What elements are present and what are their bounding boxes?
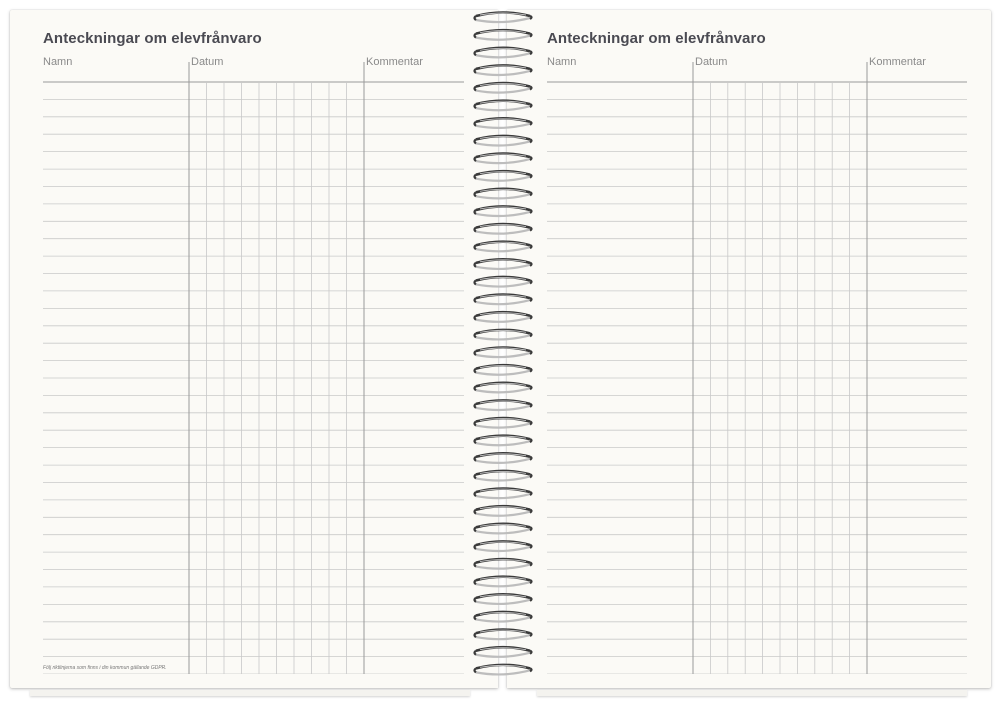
spiral-loop bbox=[475, 471, 532, 481]
wire-hook-left bbox=[475, 545, 477, 549]
wire-hook-left bbox=[475, 651, 477, 655]
spiral-loop bbox=[475, 594, 532, 604]
spiral-loop bbox=[475, 65, 532, 75]
spiral-loop bbox=[475, 506, 532, 516]
page-edge-right bbox=[537, 690, 967, 696]
wire-hook-left bbox=[475, 245, 477, 249]
wire-hook-left bbox=[475, 87, 477, 91]
wire-back bbox=[476, 265, 530, 269]
wire-hook-left bbox=[475, 104, 477, 108]
wire-back bbox=[476, 282, 530, 286]
wire-back bbox=[476, 635, 530, 639]
wire-hook-right bbox=[530, 16, 532, 19]
wire-back bbox=[476, 582, 530, 586]
wire-hook-left bbox=[475, 280, 477, 284]
wire-back bbox=[476, 106, 530, 110]
wire-back bbox=[476, 36, 530, 40]
wire-hook-right bbox=[530, 474, 532, 477]
wire-back bbox=[476, 247, 530, 251]
wire-hook-right bbox=[530, 351, 532, 354]
wire-hook-right bbox=[530, 439, 532, 442]
spiral-loop bbox=[475, 612, 532, 622]
wire-back bbox=[476, 494, 530, 498]
spiral-coils bbox=[470, 8, 536, 692]
wire-back bbox=[476, 600, 530, 604]
column-header-name: Namn bbox=[547, 56, 577, 68]
wire-hook-right bbox=[530, 563, 532, 566]
wire-hook-left bbox=[475, 422, 477, 426]
column-header-name: Namn bbox=[43, 56, 73, 68]
wire-hook-left bbox=[475, 298, 477, 302]
wire-hook-right bbox=[530, 34, 532, 37]
spiral-loop bbox=[475, 330, 532, 340]
wire-hook-right bbox=[530, 69, 532, 72]
wire-hook-right bbox=[530, 598, 532, 601]
page-title: Anteckningar om elevfrånvaro bbox=[547, 30, 766, 47]
wire-hook-right bbox=[530, 510, 532, 513]
spiral-loop bbox=[475, 242, 532, 252]
wire-hook-left bbox=[475, 386, 477, 390]
wire-hook-right bbox=[530, 457, 532, 460]
wire-back bbox=[476, 459, 530, 463]
wire-hook-right bbox=[530, 245, 532, 248]
wire-hook-left bbox=[475, 157, 477, 161]
wire-back bbox=[476, 300, 530, 304]
wire-hook-right bbox=[530, 210, 532, 213]
spiral-loop bbox=[475, 348, 532, 358]
wire-back bbox=[476, 159, 530, 163]
wire-back bbox=[476, 53, 530, 57]
wire-back bbox=[476, 653, 530, 657]
spiral-loop bbox=[475, 13, 532, 23]
spiral-loop bbox=[475, 171, 532, 181]
spiral-loop bbox=[475, 365, 532, 375]
wire-back bbox=[476, 670, 530, 674]
left-page bbox=[10, 10, 498, 688]
column-header-comment: Kommentar bbox=[869, 56, 926, 68]
wire-hook-left bbox=[475, 351, 477, 355]
wire-hook-left bbox=[475, 263, 477, 267]
spiral-loop bbox=[475, 489, 532, 499]
wire-hook-right bbox=[530, 280, 532, 283]
wire-hook-left bbox=[475, 457, 477, 461]
wire-hook-left bbox=[475, 192, 477, 196]
spiral-loop bbox=[475, 453, 532, 463]
wire-hook-right bbox=[530, 492, 532, 495]
spiral-loop bbox=[475, 577, 532, 587]
spiral-loop bbox=[475, 101, 532, 111]
wire-hook-left bbox=[475, 16, 477, 20]
wire-back bbox=[476, 547, 530, 551]
wire-back bbox=[476, 617, 530, 621]
spiral-loop bbox=[475, 436, 532, 446]
wire-hook-left bbox=[475, 404, 477, 408]
wire-back bbox=[476, 406, 530, 410]
spiral-loop bbox=[475, 295, 532, 305]
wire-hook-right bbox=[530, 175, 532, 178]
wire-hook-left bbox=[475, 210, 477, 214]
wire-hook-right bbox=[530, 316, 532, 319]
wire-hook-right bbox=[530, 386, 532, 389]
column-header-date: Datum bbox=[695, 56, 728, 68]
wire-back bbox=[476, 335, 530, 339]
wire-hook-left bbox=[475, 316, 477, 320]
wire-hook-left bbox=[475, 598, 477, 602]
gdpr-footnote: Följ riktlinjerna som finns i din kommun gällande GDPR. bbox=[43, 665, 167, 671]
spiral-loop bbox=[475, 224, 532, 234]
grid-lines bbox=[547, 52, 967, 674]
wire-hook-right bbox=[530, 527, 532, 530]
wire-hook-right bbox=[530, 580, 532, 583]
wire-back bbox=[476, 71, 530, 75]
wire-hook-right bbox=[530, 298, 532, 301]
grid-lines bbox=[43, 52, 464, 674]
wire-back bbox=[476, 371, 530, 375]
spiral-loop bbox=[475, 541, 532, 551]
wire-back bbox=[476, 89, 530, 93]
spiral-binding bbox=[470, 8, 536, 692]
page-edge-left bbox=[30, 690, 470, 696]
spiral-loop bbox=[475, 259, 532, 269]
wire-hook-right bbox=[530, 404, 532, 407]
spiral-loop bbox=[475, 206, 532, 216]
wire-hook-left bbox=[475, 228, 477, 232]
spiral-loop bbox=[475, 665, 532, 675]
wire-hook-right bbox=[530, 87, 532, 90]
wire-hook-left bbox=[475, 668, 477, 672]
wire-hook-right bbox=[530, 157, 532, 160]
wire-back bbox=[476, 424, 530, 428]
wire-hook-right bbox=[530, 651, 532, 654]
spiral-loop bbox=[475, 154, 532, 164]
wire-hook-left bbox=[475, 139, 477, 143]
wire-hook-left bbox=[475, 492, 477, 496]
wire-back bbox=[476, 441, 530, 445]
spiral-loop bbox=[475, 312, 532, 322]
wire-hook-right bbox=[530, 545, 532, 548]
column-header-date: Datum bbox=[191, 56, 224, 68]
spiral-loop bbox=[475, 418, 532, 428]
wire-hook-right bbox=[530, 228, 532, 231]
page-title: Anteckningar om elevfrånvaro bbox=[43, 30, 262, 47]
spiral-loop bbox=[475, 400, 532, 410]
spiral-loop bbox=[475, 30, 532, 40]
wire-hook-left bbox=[475, 333, 477, 337]
wire-hook-left bbox=[475, 615, 477, 619]
wire-hook-right bbox=[530, 615, 532, 618]
wire-hook-right bbox=[530, 139, 532, 142]
wire-back bbox=[476, 318, 530, 322]
wire-hook-right bbox=[530, 422, 532, 425]
wire-back bbox=[476, 141, 530, 145]
spiral-loop bbox=[475, 647, 532, 657]
wire-hook-right bbox=[530, 263, 532, 266]
wire-back bbox=[476, 177, 530, 181]
wire-hook-left bbox=[475, 527, 477, 531]
wire-hook-left bbox=[475, 51, 477, 55]
spiral-loop bbox=[475, 383, 532, 393]
wire-hook-right bbox=[530, 192, 532, 195]
wire-hook-left bbox=[475, 633, 477, 637]
absence-grid bbox=[547, 52, 967, 679]
wire-back bbox=[476, 353, 530, 357]
wire-hook-left bbox=[475, 580, 477, 584]
wire-hook-left bbox=[475, 69, 477, 73]
wire-back bbox=[476, 512, 530, 516]
wire-hook-right bbox=[530, 333, 532, 336]
wire-back bbox=[476, 18, 530, 22]
wire-back bbox=[476, 476, 530, 480]
wire-back bbox=[476, 230, 530, 234]
wire-hook-left bbox=[475, 175, 477, 179]
wire-back bbox=[476, 388, 530, 392]
spiral-loop bbox=[475, 118, 532, 128]
spiral-loop bbox=[475, 559, 532, 569]
wire-back bbox=[476, 529, 530, 533]
wire-back bbox=[476, 565, 530, 569]
spiral-loop bbox=[475, 136, 532, 146]
absence-grid bbox=[43, 52, 464, 679]
wire-hook-left bbox=[475, 122, 477, 126]
wire-hook-right bbox=[530, 668, 532, 671]
spiral-loop bbox=[475, 83, 532, 93]
wire-hook-left bbox=[475, 563, 477, 567]
wire-hook-right bbox=[530, 369, 532, 372]
wire-hook-left bbox=[475, 439, 477, 443]
wire-hook-right bbox=[530, 633, 532, 636]
spiral-loop bbox=[475, 189, 532, 199]
wire-hook-right bbox=[530, 51, 532, 54]
wire-hook-left bbox=[475, 510, 477, 514]
wire-back bbox=[476, 212, 530, 216]
wire-hook-right bbox=[530, 122, 532, 125]
spiral-loop bbox=[475, 48, 532, 58]
wire-hook-left bbox=[475, 369, 477, 373]
wire-back bbox=[476, 124, 530, 128]
wire-hook-right bbox=[530, 104, 532, 107]
column-header-comment: Kommentar bbox=[366, 56, 423, 68]
spiral-loop bbox=[475, 277, 532, 287]
wire-back bbox=[476, 194, 530, 198]
spiral-loop bbox=[475, 524, 532, 534]
spiral-loop bbox=[475, 630, 532, 640]
wire-hook-left bbox=[475, 34, 477, 38]
wire-hook-left bbox=[475, 474, 477, 478]
right-page bbox=[507, 10, 991, 688]
